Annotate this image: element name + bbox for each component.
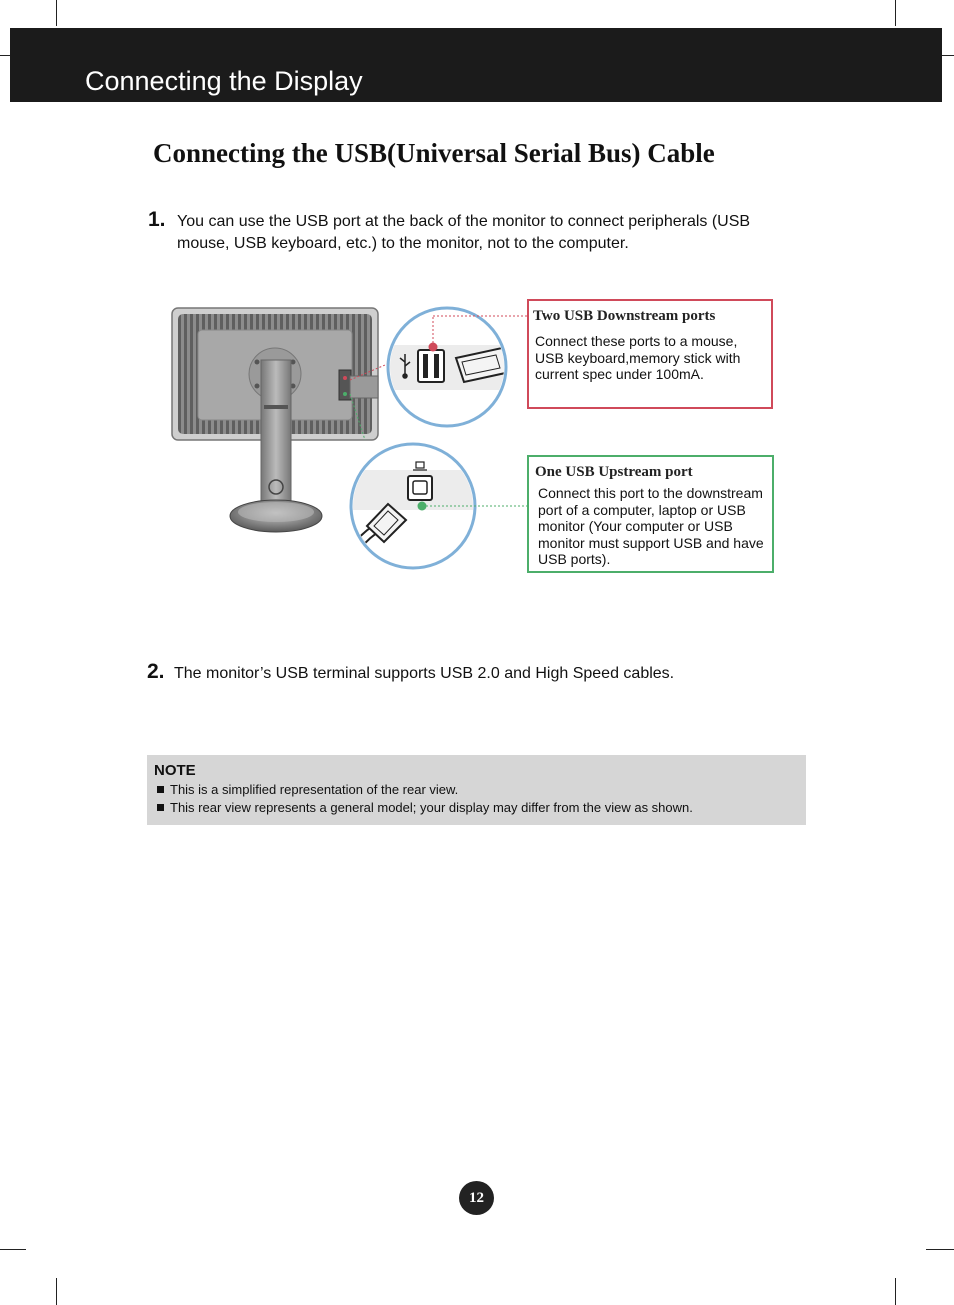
downstream-line-1: Connect these ports to a mouse, bbox=[535, 333, 738, 349]
note-item-1-text: This is a simplified representation of the rear view. bbox=[170, 782, 459, 797]
downstream-text bbox=[535, 333, 771, 383]
step-number-2: 2. bbox=[147, 660, 165, 683]
step-text-2: The monitor’s USB terminal supports USB 2.0 and High Speed cables. bbox=[174, 665, 675, 682]
section-heading: Connecting the USB(Universal Serial Bus) Cable bbox=[153, 138, 715, 168]
step-text-1 bbox=[177, 211, 797, 255]
note-title: NOTE bbox=[154, 762, 196, 779]
upstream-line-1: Connect this port to the downstream bbox=[538, 485, 763, 501]
upstream-zoom bbox=[350, 444, 528, 568]
bullet-icon bbox=[157, 804, 164, 811]
crop-mark bbox=[0, 55, 10, 56]
crop-mark bbox=[0, 1249, 26, 1250]
note-item-1 bbox=[157, 782, 458, 798]
upstream-line-2: port of a computer, laptop or USB bbox=[538, 501, 746, 518]
crop-mark bbox=[942, 55, 954, 56]
note-item-2-text: This rear view represents a general model; your display may differ from the view as shown. bbox=[170, 800, 693, 815]
bullet-icon bbox=[157, 786, 164, 793]
upstream-callout bbox=[527, 455, 774, 573]
downstream-title: Two USB Downstream ports bbox=[533, 308, 716, 324]
upstream-line-3: monitor (Your computer or USB bbox=[538, 518, 733, 534]
crop-mark bbox=[895, 1278, 896, 1305]
note-box bbox=[147, 755, 806, 825]
downstream-line-2: USB keyboard,memory stick with bbox=[535, 349, 741, 366]
downstream-callout bbox=[527, 299, 773, 409]
page-number: 12 bbox=[459, 1181, 494, 1215]
step-1-line-2: mouse, USB keyboard, etc.) to the monitor, not to the computer. bbox=[177, 235, 629, 252]
upstream-title: One USB Upstream port bbox=[535, 464, 693, 480]
page-title: Connecting the Display bbox=[85, 66, 363, 96]
monitor-rear-figure bbox=[160, 290, 800, 590]
crop-mark bbox=[926, 1249, 954, 1250]
downstream-zoom bbox=[388, 308, 528, 426]
step-1-line-1: You can use the USB port at the back of the monitor to connect peripherals (USB bbox=[177, 213, 751, 230]
upstream-text bbox=[538, 485, 774, 568]
downstream-line-3: current spec under 100mA. bbox=[535, 366, 704, 382]
crop-mark bbox=[56, 1278, 57, 1305]
crop-mark bbox=[895, 0, 896, 26]
step-number-1: 1. bbox=[148, 208, 166, 231]
note-item-2 bbox=[157, 800, 693, 816]
upstream-line-4: monitor must support USB and have bbox=[538, 534, 764, 551]
crop-mark bbox=[56, 0, 57, 26]
upstream-line-5: USB ports). bbox=[538, 551, 611, 567]
